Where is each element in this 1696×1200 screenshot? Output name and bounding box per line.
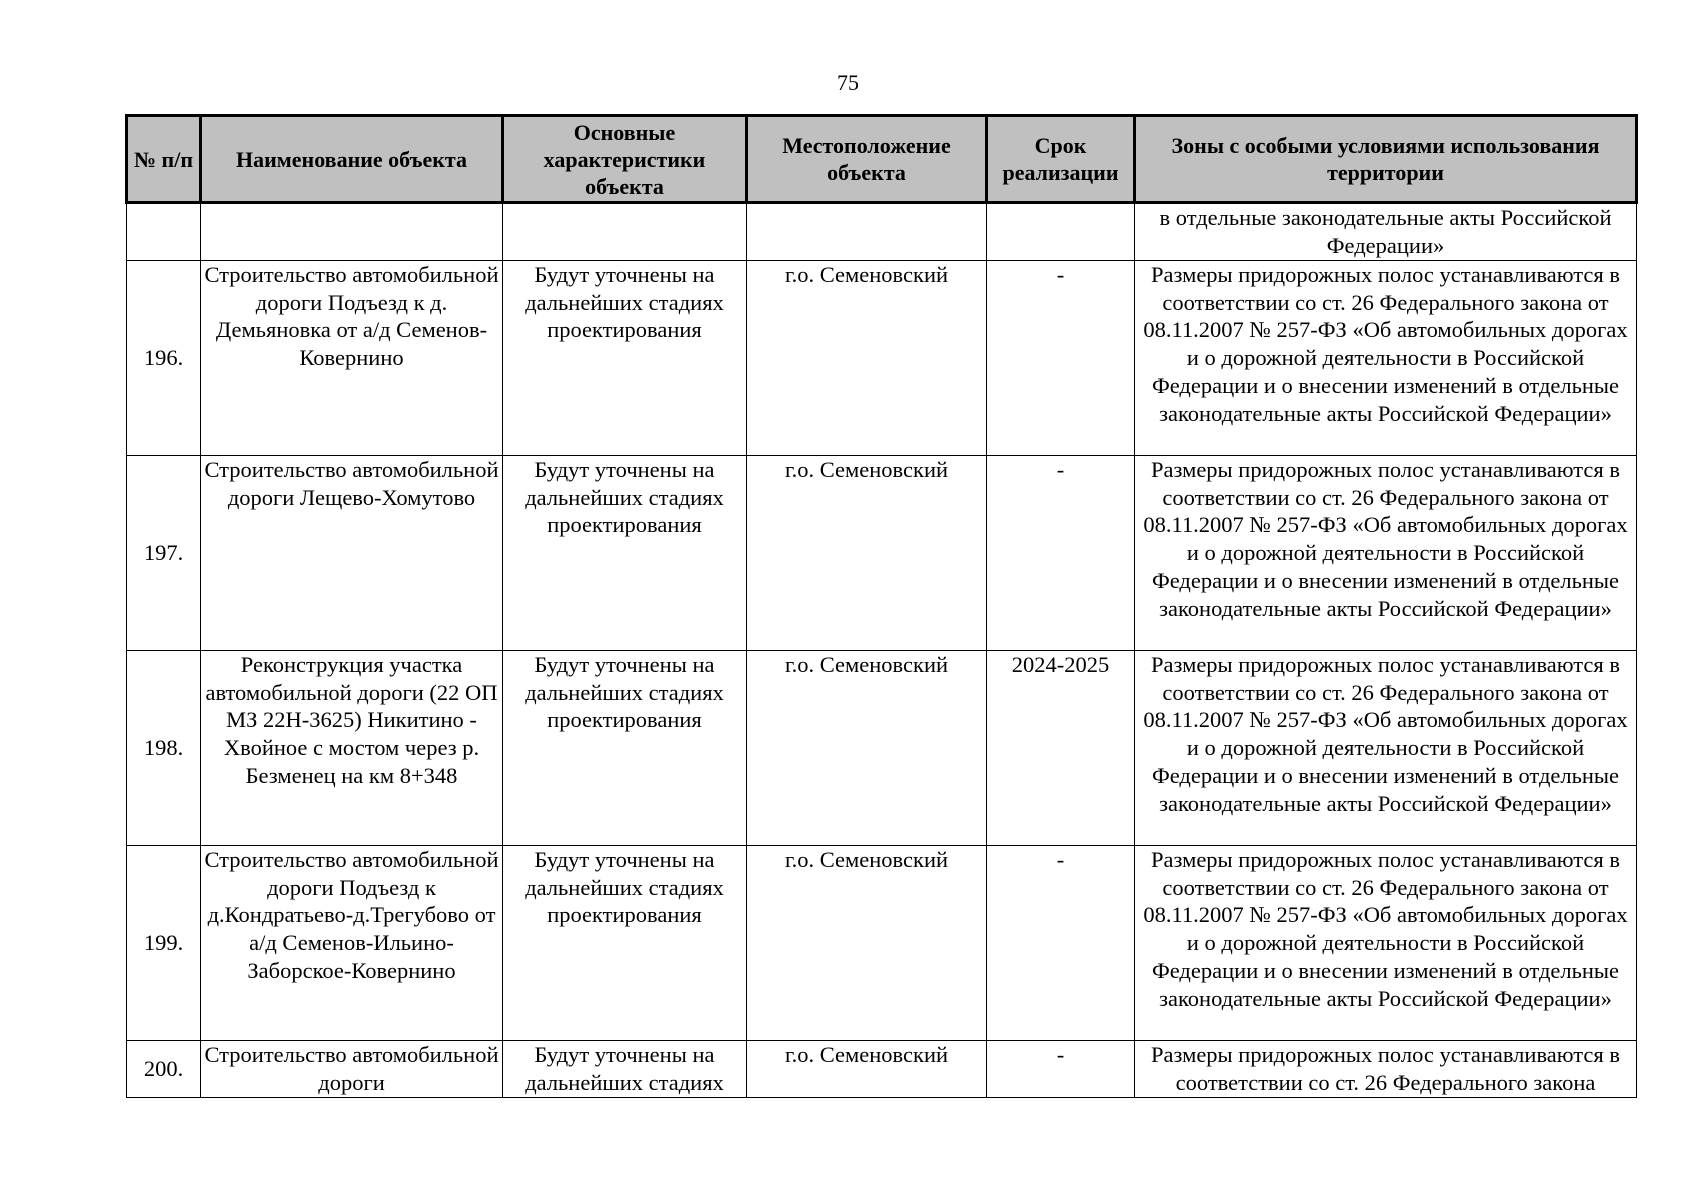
table-row xyxy=(127,846,1637,1041)
cell-name: Строительство автомобильной дороги xyxy=(201,1041,503,1098)
cell-term: - xyxy=(987,846,1135,1041)
cell-characteristics: Будут уточнены на дальнейших стадиях проектирования xyxy=(503,261,747,456)
cell-zones: Размеры придорожных полос устанавливаются в соответствии со ст. 26 Федерального закона от 08.11.2007 № 257-ФЗ «Об автомобильных дорогах и о дорожной деятельности в Российской Федерации и о внесении изменений в отдельные законодательные акты Российской Федерации» xyxy=(1135,456,1637,651)
cell-name xyxy=(201,203,503,261)
cell-name: Строительство автомобильной дороги Подъезд к д. Демьяновка от а/д Семенов-Ковернино xyxy=(201,261,503,456)
table-row xyxy=(127,1041,1637,1098)
cell-zones: Размеры придорожных полос устанавливаются в соответствии со ст. 26 Федерального закона от 08.11.2007 № 257-ФЗ «Об автомобильных дорогах и о дорожной деятельности в Российской Федерации и о внесении изменений в отдельные законодательные акты Российской Федерации» xyxy=(1135,651,1637,846)
cell-num xyxy=(127,203,201,261)
page-number: 75 xyxy=(837,70,859,95)
cell-location: г.о. Семеновский xyxy=(747,261,987,456)
cell-name: Реконструкция участка автомобильной дороги (22 ОП МЗ 22Н-3625) Никитино - Хвойное с мостом через р. Безменец на км 8+348 xyxy=(201,651,503,846)
cell-zones: Размеры придорожных полос устанавливаются в соответствии со ст. 26 Федерального закона от 08.11.2007 № 257-ФЗ «Об автомобильных дорогах и о дорожной деятельности в Российской Федерации и о внесении изменений в отдельные законодательные акты Российской Федерации» xyxy=(1135,261,1637,456)
cell-characteristics: Будут уточнены на дальнейших стадиях проектирования xyxy=(503,846,747,1041)
table-row xyxy=(127,456,1637,651)
cell-term: - xyxy=(987,1041,1135,1098)
cell-name: Строительство автомобильной дороги Лещево-Хомутово xyxy=(201,456,503,651)
cell-location: г.о. Семеновский xyxy=(747,1041,987,1098)
header-zones: Зоны с особыми условиями использования территории xyxy=(1135,116,1637,203)
table-row-continuation xyxy=(127,203,1637,261)
header-characteristics: Основные характеристики объекта xyxy=(503,116,747,203)
objects-table xyxy=(125,114,1638,1098)
cell-location: г.о. Семеновский xyxy=(747,456,987,651)
cell-term xyxy=(987,203,1135,261)
cell-name: Строительство автомобильной дороги Подъезд к д.Кондратьево-д.Трегубово от а/д Семенов-Ильино- Заборское-Ковернино xyxy=(201,846,503,1041)
cell-location xyxy=(747,203,987,261)
header-term: Срок реализации xyxy=(987,116,1135,203)
header-name: Наименование объекта xyxy=(201,116,503,203)
cell-location: г.о. Семеновский xyxy=(747,651,987,846)
cell-num: 200. xyxy=(127,1041,201,1098)
table-row xyxy=(127,651,1637,846)
cell-characteristics: Будут уточнены на дальнейших стадиях проектирования xyxy=(503,456,747,651)
cell-characteristics: Будут уточнены на дальнейших стадиях xyxy=(503,1041,747,1098)
cell-num: 199. xyxy=(127,846,201,1041)
cell-term: 2024-2025 xyxy=(987,651,1135,846)
cell-zones: Размеры придорожных полос устанавливаются в соответствии со ст. 26 Федерального закона от 08.11.2007 № 257-ФЗ «Об автомобильных дорогах и о дорожной деятельности в Российской Федерации и о внесении изменений в отдельные законодательные акты Российской Федерации» xyxy=(1135,846,1637,1041)
cell-num: 196. xyxy=(127,261,201,456)
cell-zones: в отдельные законодательные акты Российской Федерации» xyxy=(1135,203,1637,261)
cell-term: - xyxy=(987,261,1135,456)
cell-num: 198. xyxy=(127,651,201,846)
cell-num: 197. xyxy=(127,456,201,651)
table-header-row xyxy=(127,116,1637,203)
cell-term: - xyxy=(987,456,1135,651)
header-location: Местоположение объекта xyxy=(747,116,987,203)
header-num: № п/п xyxy=(127,116,201,203)
cell-characteristics: Будут уточнены на дальнейших стадиях проектирования xyxy=(503,651,747,846)
cell-characteristics xyxy=(503,203,747,261)
table-row xyxy=(127,261,1637,456)
cell-location: г.о. Семеновский xyxy=(747,846,987,1041)
cell-zones: Размеры придорожных полос устанавливаются в соответствии со ст. 26 Федерального закона xyxy=(1135,1041,1637,1098)
